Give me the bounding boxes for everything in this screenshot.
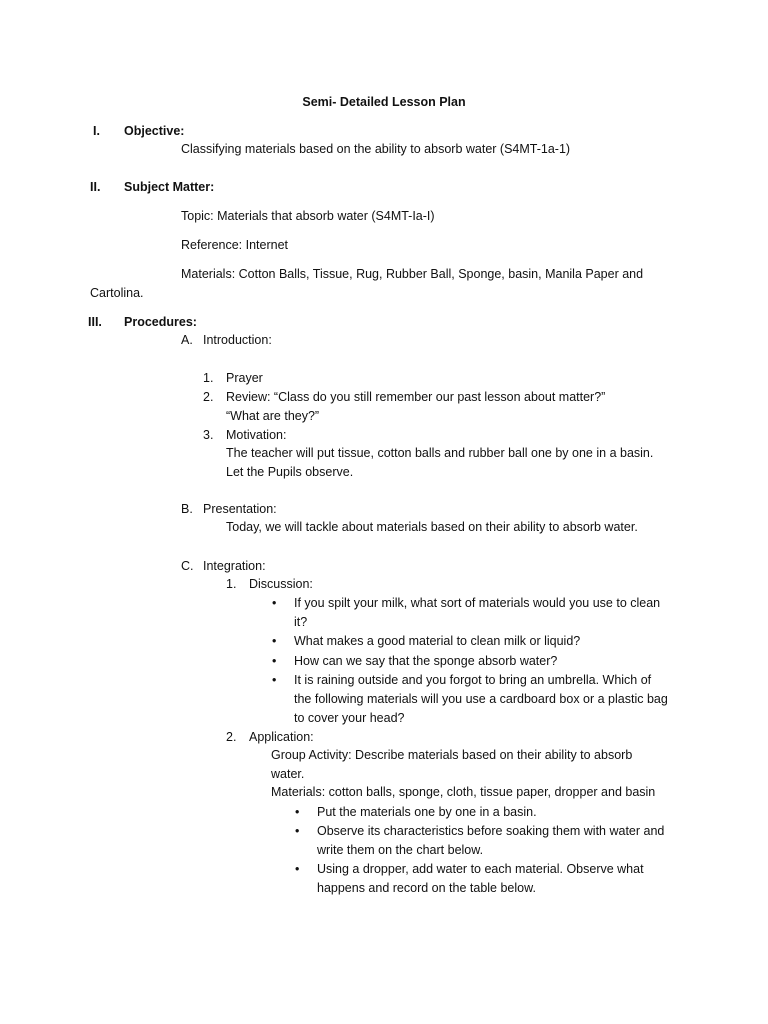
- intro-item-text: Review: “Class do you still remember our past lesson about matter?”: [226, 390, 606, 404]
- group-activity-text: Group Activity: Describe materials based on their ability to absorb: [271, 748, 633, 762]
- bullet-glyph: •: [295, 862, 300, 876]
- section-numeral-procedures: III.: [88, 315, 102, 329]
- discussion-bullet-text: the following materials will you use a cardboard box or a plastic bag: [294, 692, 668, 706]
- application-bullet-text: Observe its characteristics before soaking them with water and: [317, 824, 665, 838]
- integration-label: Integration:: [203, 559, 266, 573]
- reference-text: Reference: Internet: [181, 238, 289, 252]
- bullet-glyph: •: [295, 805, 300, 819]
- topic-text: Topic: Materials that absorb water (S4MT-Ia-I): [181, 209, 435, 223]
- section-numeral-subject-matter: II.: [90, 180, 101, 194]
- intro-item-text: Motivation:: [226, 428, 287, 442]
- subject-matter-heading: Subject Matter:: [124, 180, 215, 194]
- discussion-bullet-text: If you spilt your milk, what sort of materials would you use to clean: [294, 596, 661, 610]
- objective-text: Classifying materials based on the ability to absorb water (S4MT-1a-1): [181, 142, 571, 156]
- discussion-label: Discussion:: [249, 577, 313, 591]
- intro-item-num: 2.: [203, 390, 214, 404]
- intro-item-text: Prayer: [226, 371, 263, 385]
- application-bullet-text: write them on the chart below.: [317, 843, 484, 857]
- intro-item-text: The teacher will put tissue, cotton balls and rubber ball one by one in a basin.: [226, 446, 654, 460]
- objective-heading: Objective:: [124, 124, 185, 138]
- application-label: Application:: [249, 730, 314, 744]
- bullet-glyph: •: [272, 673, 277, 687]
- presentation-text: Today, we will tackle about materials based on their ability to absorb water.: [226, 520, 638, 534]
- discussion-num: 1.: [226, 577, 237, 591]
- materials-text-line2: Cartolina.: [90, 286, 144, 300]
- application-bullet-text: Put the materials one by one in a basin.: [317, 805, 537, 819]
- materials-text-line1: Materials: Cotton Balls, Tissue, Rug, Rubber Ball, Sponge, basin, Manila Paper and: [181, 267, 644, 281]
- application-materials-text: Materials: cotton balls, sponge, cloth, tissue paper, dropper and basin: [271, 785, 656, 799]
- integration-marker: C.: [181, 559, 194, 573]
- application-bullet-text: happens and record on the table below.: [317, 881, 536, 895]
- section-numeral-objective: I.: [93, 124, 100, 138]
- application-bullet-text: Using a dropper, add water to each material. Observe what: [317, 862, 644, 876]
- discussion-bullet-text: It is raining outside and you forgot to bring an umbrella. Which of: [294, 673, 652, 687]
- intro-item-num: 3.: [203, 428, 214, 442]
- discussion-bullet-text: How can we say that the sponge absorb water?: [294, 654, 558, 668]
- presentation-marker: B.: [181, 502, 193, 516]
- introduction-label: Introduction:: [203, 333, 272, 347]
- intro-item-text: Let the Pupils observe.: [226, 465, 354, 479]
- bullet-glyph: •: [295, 824, 300, 838]
- page-title: Semi- Detailed Lesson Plan: [302, 95, 466, 109]
- application-num: 2.: [226, 730, 237, 744]
- procedures-heading: Procedures:: [124, 315, 197, 329]
- bullet-glyph: •: [272, 654, 277, 668]
- presentation-label: Presentation:: [203, 502, 277, 516]
- intro-item-text: “What are they?”: [226, 409, 320, 423]
- intro-item-num: 1.: [203, 371, 214, 385]
- introduction-marker: A.: [181, 333, 193, 347]
- bullet-glyph: •: [272, 634, 277, 648]
- bullet-glyph: •: [272, 596, 277, 610]
- discussion-bullet-text: to cover your head?: [294, 711, 405, 725]
- discussion-bullet-text: What makes a good material to clean milk or liquid?: [294, 634, 581, 648]
- discussion-bullet-text: it?: [294, 615, 308, 629]
- group-activity-text: water.: [271, 767, 305, 781]
